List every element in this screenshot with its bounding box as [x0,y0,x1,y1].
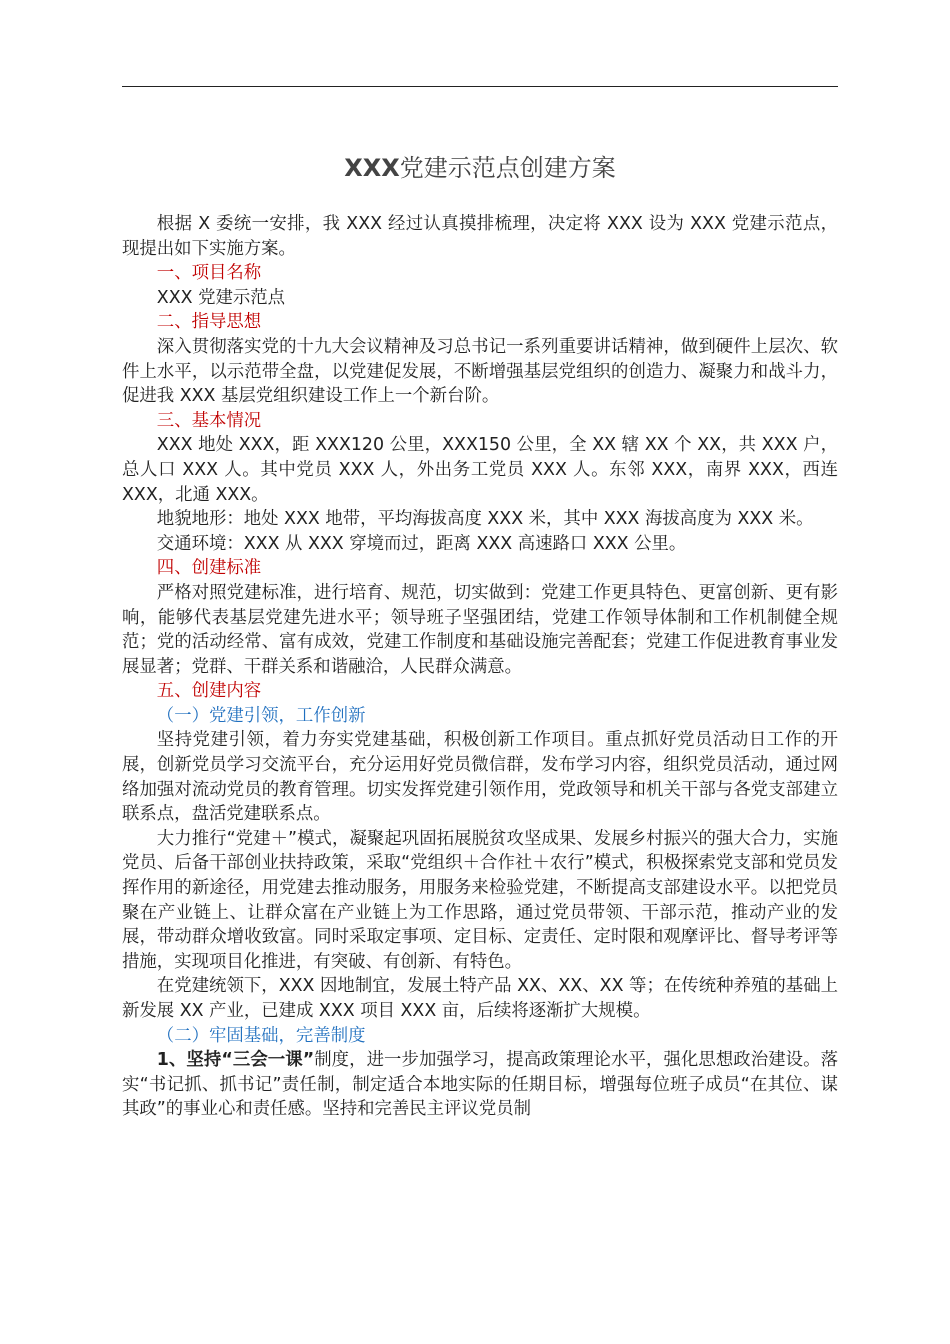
subsection-1-paragraph-3: 在党建统领下，XXX 因地制宜，发展土特产品 XX、XX、XX 等；在传统种养殖的基础上新发展 XX 产业，已建成 XXX 项目 XXX 亩，后续将逐渐扩大规模。 [122,976,838,1021]
subsection-1-paragraph-2: 大力推行“党建＋”模式，凝聚起巩固拓展脱贫攻坚成果、发展乡村振兴的强大合力，实施党员、后备干部创业扶持政策，采取“党组织＋合作社＋农行”模式，积极探索党支部和党员发挥作用的新途径，用党建去推动服务，用服务来检验党建，不断提高支部建设水平。以把党员聚在产业链上、让群众富在产业链上为工作思路，通过党员带领、干部示范，推动产业的发展，带动群众增收致富。同时采取定事项、定目标、定责任、定时限和观摩评比、督导考评等措施，实现项目化推进，有突破、有创新、有特色。 [122,828,838,972]
item-1-text: 制度，进一步加强学习，提高政策理论水平，强化思想政治建设。落实“书记抓、抓书记”责任制，制定适合本地实际的任期目标，增强每位班子成员“在其位、谋其政”的事业心和责任感。坚持和完善民主评议党员制 [122,1050,838,1120]
subsection-heading-1: （一）党建引领，工作创新 [156,705,366,726]
intro-paragraph: 根据 X 委统一安排，我 XXX 经过认真摸排梳理，决定将 XXX 设为 XXX 党建示范点，现提出如下实施方案。 [122,214,838,259]
section-heading-2: 二、指导思想 [156,312,262,333]
section-4-text: 严格对照党建标准，进行培育、规范，切实做到：党建工作更具特色、更富创新、更有影响，能够代表基层党建先进水平；领导班子坚强团结，党建工作领导体制和工作机制健全规范；党的活动经常、富有成效，党建工作制度和基础设施完善配套；党建工作促进教育事业发展显著；党群、干群关系和谐融洽，人民群众满意。 [122,582,838,677]
section-heading-5: 五、创建内容 [156,681,262,702]
document-body [122,212,838,1122]
title-strong: XXX [344,154,400,182]
section-heading-1: 一、项目名称 [156,263,262,284]
subsection-heading-2: （二）牢固基础，完善制度 [156,1025,366,1046]
section-1-text: XXX 党建示范点 [156,287,286,308]
header-rule [122,86,838,87]
title-rest: 党建示范点创建方案 [399,154,616,182]
item-1-lead: 1、坚持“三会一课” [156,1050,315,1071]
section-2-text: 深入贯彻落实党的十九大会议精神及习总书记一系列重要讲话精神，做到硬件上层次、软件上水平，以示范带全盘，以党建促发展，不断增强基层党组织的创造力、凝聚力和战斗力，促进我 XXX 基层党组织建设工作上一个新台阶。 [122,336,838,407]
subsection-2-paragraph-1 [122,1048,838,1122]
section-3-text-location: XXX 地处 XXX，距 XXX120 公里，XXX150 公里，全 XX 辖 XX 个 XX，共 XXX 户，总人口 XXX 人。其中党员 XXX 人，外出务工党员 XXX 人。东邻 XXX，南界 XXX，西连 XXX，北通 XXX。 [122,435,838,505]
document-title [122,150,838,186]
section-heading-4: 四、创建标准 [156,558,262,579]
section-3-text-terrain: 地貌地形：地处 XXX 地带，平均海拔高度 XXX 米，其中 XXX 海拔高度为 XXX 米。 [156,509,814,530]
section-heading-3: 三、基本情况 [156,410,262,431]
subsection-1-paragraph-1: 坚持党建引领，着力夯实党建基础，积极创新工作项目。重点抓好党员活动日工作的开展，创新党员学习交流平台，充分运用好党员微信群，发布学习内容，组织党员活动，通过网络加强对流动党员的教育管理。切实发挥党建引领作用，党政领导和机关干部与各党支部建立联系点，盘活党建联系点。 [122,730,838,825]
section-3-text-traffic: 交通环境：XXX 从 XXX 穿境而过，距离 XXX 高速路口 XXX 公里。 [156,533,687,554]
